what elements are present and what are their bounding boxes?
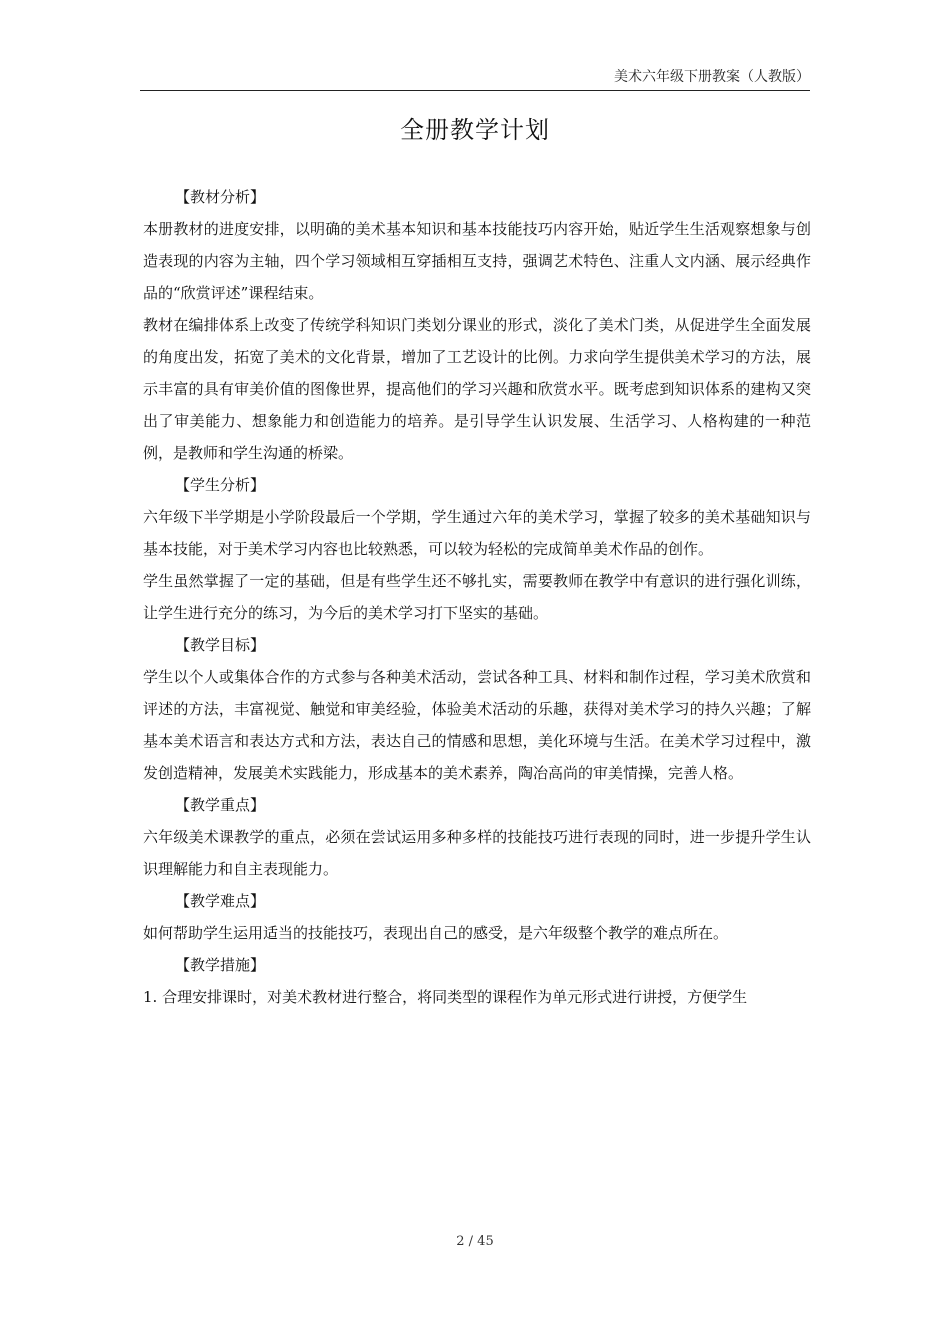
- paragraph: 1. 合理安排课时，对美术教材进行整合，将同类型的课程作为单元形式进行讲授，方便学生: [143, 988, 748, 1006]
- paragraph: 如何帮助学生运用适当的技能技巧，表现出自己的感受，是六年级整个教学的难点所在。: [143, 924, 729, 942]
- section-teaching-difficulty: [143, 885, 811, 949]
- section-heading: 【教学目标】: [175, 636, 266, 654]
- section-heading: 【教学措施】: [175, 956, 266, 974]
- page-title: 全册教学计划: [400, 116, 550, 144]
- section-heading: 【教材分析】: [175, 188, 266, 206]
- section-teaching-measures: [143, 949, 811, 1013]
- section-heading: 【学生分析】: [175, 476, 266, 494]
- paragraph: 本册教材的进度安排，以明确的美术基本知识和基本技能技巧内容开始，贴近学生生活观察想象与创造表现的内容为主轴，四个学习领域相互穿插相互支持，强调艺术特色、注重人文内涵、展示经典作品的“欣赏评述”课程结束。: [143, 220, 811, 302]
- section-heading: 【教学难点】: [175, 892, 266, 910]
- section-teaching-goals: [143, 629, 811, 789]
- document-body: [143, 181, 811, 1013]
- paragraph: 六年级美术课教学的重点，必须在尝试运用多种多样的技能技巧进行表现的同时，进一步提升学生认识理解能力和自主表现能力。: [143, 828, 811, 878]
- running-header: [140, 66, 810, 91]
- section-teaching-focus: [143, 789, 811, 885]
- running-header-title: 美术六年级下册教案（人教版）: [614, 69, 810, 85]
- paragraph: 学生以个人或集体合作的方式参与各种美术活动，尝试各种工具、材料和制作过程，学习美术欣赏和评述的方法，丰富视觉、触觉和审美经验，体验美术活动的乐趣，获得对美术学习的持久兴趣；了解基本美术语言和表达方式和方法，表达自己的情感和思想，美化环境与生活。在美术学习过程中，激发创造精神，发展美术实践能力，形成基本的美术素养，陶冶高尚的审美情操，完善人格。: [143, 668, 811, 782]
- paragraph: 六年级下半学期是小学阶段最后一个学期，学生通过六年的美术学习，掌握了较多的美术基础知识与基本技能，对于美术学习内容也比较熟悉，可以较为轻松的完成简单美术作品的创作。: [143, 508, 811, 558]
- section-textbook-analysis: [143, 181, 811, 469]
- section-student-analysis: [143, 469, 811, 629]
- paragraph: 教材在编排体系上改变了传统学科知识门类划分课业的形式，淡化了美术门类，从促进学生全面发展的角度出发，拓宽了美术的文化背景，增加了工艺设计的比例。力求向学生提供美术学习的方法，展示丰富的具有审美价值的图像世界，提高他们的学习兴趣和欣赏水平。既考虑到知识体系的建构又突出了审美能力、想象能力和创造能力的培养。是引导学生认识发展、生活学习、人格构建的一种范例，是教师和学生沟通的桥梁。: [143, 316, 811, 462]
- section-heading: 【教学重点】: [175, 796, 266, 814]
- page-number: 2 / 45: [456, 1234, 494, 1249]
- paragraph: 学生虽然掌握了一定的基础，但是有些学生还不够扎实，需要教师在教学中有意识的进行强化训练，让学生进行充分的练习，为今后的美术学习打下坚实的基础。: [143, 572, 811, 622]
